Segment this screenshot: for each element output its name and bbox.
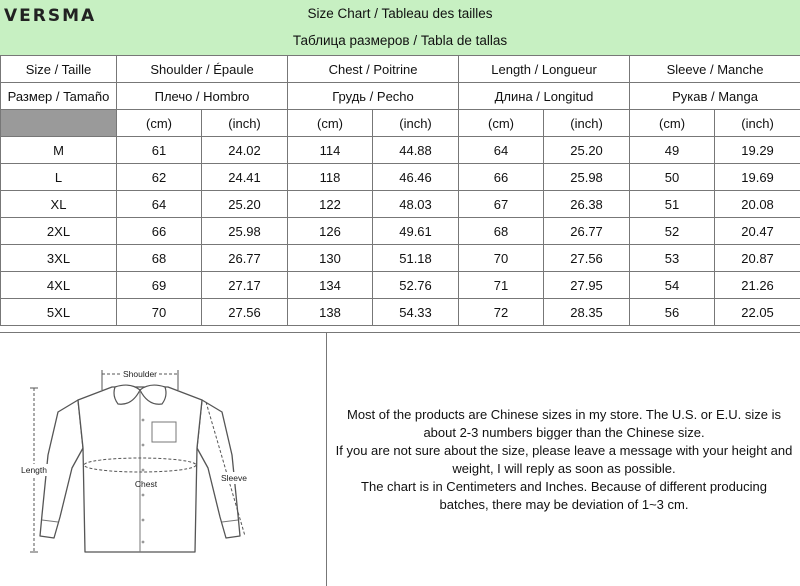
size-note (333, 406, 795, 514)
unit-inch: (inch) (544, 110, 630, 137)
table-cell: 27.95 (544, 272, 630, 299)
shoulder-header-alt: Плечо / Hombro (117, 83, 288, 110)
unit-cm: (cm) (459, 110, 544, 137)
table-cell: 53 (630, 245, 715, 272)
size-header: Size / Taille (1, 56, 117, 83)
size-cell: XL (1, 191, 117, 218)
length-header: Length / Longueur (459, 56, 630, 83)
table-cell: 49 (630, 137, 715, 164)
unit-row (1, 110, 800, 137)
table-cell: 66 (459, 164, 544, 191)
unit-inch: (inch) (373, 110, 459, 137)
table-cell: 27.56 (544, 245, 630, 272)
table-cell: 49.61 (373, 218, 459, 245)
size-cell: M (1, 137, 117, 164)
size-cell: 4XL (1, 272, 117, 299)
table-cell: 27.17 (202, 272, 288, 299)
table-cell: 52.76 (373, 272, 459, 299)
shirt-diagram (20, 360, 260, 570)
length-header-alt: Длина / Longitud (459, 83, 630, 110)
table-cell: 70 (459, 245, 544, 272)
table-cell: 64 (459, 137, 544, 164)
table-cell: 24.02 (202, 137, 288, 164)
table-cell: 68 (459, 218, 544, 245)
chart-title: Size Chart / Tableau des tailles (0, 6, 800, 21)
unit-cm: (cm) (288, 110, 373, 137)
table-row (1, 191, 800, 218)
table-cell: 118 (288, 164, 373, 191)
unit-inch: (inch) (202, 110, 288, 137)
table-cell: 20.47 (715, 218, 800, 245)
chest-label: Chest (135, 479, 158, 489)
table-cell: 44.88 (373, 137, 459, 164)
table-cell: 27.56 (202, 299, 288, 326)
table-row (1, 245, 800, 272)
note-line: If you are not sure about the size, please leave a message with your height and (333, 442, 795, 460)
note-line: Most of the products are Chinese sizes in my store. The U.S. or E.U. size is (333, 406, 795, 424)
table-cell: 46.46 (373, 164, 459, 191)
table-cell: 25.98 (202, 218, 288, 245)
table-cell: 126 (288, 218, 373, 245)
length-label: Length (21, 465, 47, 475)
size-cell: 2XL (1, 218, 117, 245)
table-cell: 72 (459, 299, 544, 326)
table-cell: 64 (117, 191, 202, 218)
note-line: The chart is in Centimeters and Inches. Because of different producing (333, 478, 795, 496)
table-cell: 61 (117, 137, 202, 164)
table-cell: 54 (630, 272, 715, 299)
note-line: batches, there may be deviation of 1~3 cm. (333, 496, 795, 514)
table-cell: 51 (630, 191, 715, 218)
note-line: weight, I will reply as soon as possible. (333, 460, 795, 478)
table-cell: 62 (117, 164, 202, 191)
table-cell: 66 (117, 218, 202, 245)
table-cell: 130 (288, 245, 373, 272)
header-row (1, 56, 800, 83)
table-cell: 70 (117, 299, 202, 326)
table-cell: 19.29 (715, 137, 800, 164)
size-cell: 5XL (1, 299, 117, 326)
table-cell: 22.05 (715, 299, 800, 326)
chart-title-translated: Таблица размеров / Tabla de tallas (0, 33, 800, 48)
sleeve-label: Sleeve (221, 473, 247, 483)
table-row (1, 164, 800, 191)
table-row (1, 137, 800, 164)
table-cell: 28.35 (544, 299, 630, 326)
table-cell: 25.20 (544, 137, 630, 164)
table-cell: 24.41 (202, 164, 288, 191)
table-cell: 138 (288, 299, 373, 326)
table-cell: 26.77 (544, 218, 630, 245)
header (0, 0, 800, 56)
unit-cm: (cm) (117, 110, 202, 137)
size-cell: 3XL (1, 245, 117, 272)
table-cell: 20.08 (715, 191, 800, 218)
unit-corner (1, 110, 117, 137)
table-cell: 67 (459, 191, 544, 218)
table-cell: 134 (288, 272, 373, 299)
note-line: about 2-3 numbers bigger than the Chinese size. (333, 424, 795, 442)
table-cell: 21.26 (715, 272, 800, 299)
sleeve-header-alt: Рукав / Manga (630, 83, 800, 110)
table-cell: 122 (288, 191, 373, 218)
table-cell: 20.87 (715, 245, 800, 272)
table-cell: 26.77 (202, 245, 288, 272)
table-cell: 25.98 (544, 164, 630, 191)
brand-logo: VERSMA (4, 6, 96, 26)
table-cell: 71 (459, 272, 544, 299)
header-row-translated (1, 83, 800, 110)
unit-inch: (inch) (715, 110, 800, 137)
table-row (1, 218, 800, 245)
table-cell: 26.38 (544, 191, 630, 218)
table-cell: 114 (288, 137, 373, 164)
shoulder-header: Shoulder / Épaule (117, 56, 288, 83)
table-cell: 69 (117, 272, 202, 299)
chest-header: Chest / Poitrine (288, 56, 459, 83)
table-cell: 19.69 (715, 164, 800, 191)
table-cell: 56 (630, 299, 715, 326)
unit-cm: (cm) (630, 110, 715, 137)
table-cell: 25.20 (202, 191, 288, 218)
size-table (0, 55, 800, 326)
table-row (1, 272, 800, 299)
shoulder-label: Shoulder (123, 369, 157, 379)
table-row (1, 299, 800, 326)
size-header-alt: Размер / Tamaño (1, 83, 117, 110)
chest-header-alt: Грудь / Pecho (288, 83, 459, 110)
size-cell: L (1, 164, 117, 191)
sleeve-header: Sleeve / Manche (630, 56, 800, 83)
table-cell: 48.03 (373, 191, 459, 218)
table-cell: 52 (630, 218, 715, 245)
table-cell: 68 (117, 245, 202, 272)
table-cell: 50 (630, 164, 715, 191)
table-cell: 51.18 (373, 245, 459, 272)
table-cell: 54.33 (373, 299, 459, 326)
